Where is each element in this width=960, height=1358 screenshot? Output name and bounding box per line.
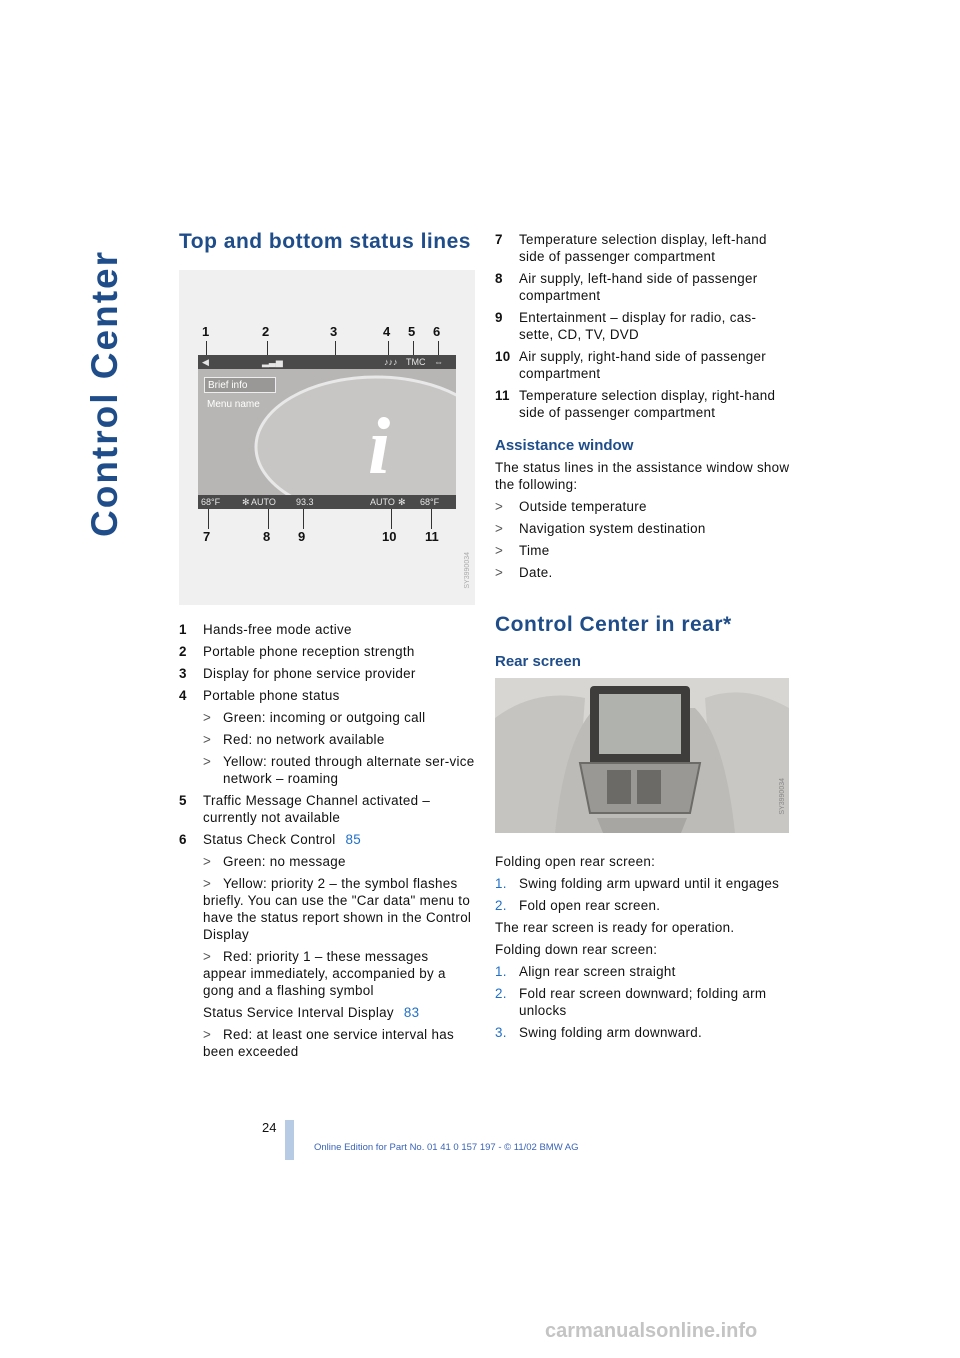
rear-screen-illustration bbox=[495, 678, 789, 833]
bullet-text: Date. bbox=[519, 565, 553, 580]
arrow-icon: > bbox=[203, 710, 212, 725]
arrow-icon: > bbox=[495, 543, 504, 558]
sub-item-text: Red: no network available bbox=[223, 732, 385, 747]
rear-screen-heading: Rear screen bbox=[495, 653, 581, 670]
step-number: 3. bbox=[495, 1025, 507, 1040]
tmc-label: TMC bbox=[406, 357, 426, 367]
bullet-text: Outside temperature bbox=[519, 499, 647, 514]
watermark: carmanualsonline.info bbox=[545, 1320, 758, 1342]
callout-3: 3 bbox=[330, 324, 338, 339]
note-icon: ♪♪♪ bbox=[384, 357, 398, 367]
callout-2: 2 bbox=[262, 324, 270, 339]
item-number: 2 bbox=[179, 644, 187, 659]
station-frequency: 93.3 bbox=[296, 497, 314, 507]
rear-screen-figure bbox=[495, 678, 789, 833]
item-text: Hands-free mode active bbox=[203, 622, 352, 637]
temp-right: 68°F bbox=[420, 497, 440, 507]
service-interval-text: Status Service Interval Display bbox=[203, 1005, 394, 1020]
arrow-icon: > bbox=[495, 521, 504, 536]
callout-8: 8 bbox=[263, 529, 271, 544]
sub-item-text: Yellow: routed through alternate ser-vice network – roaming bbox=[223, 754, 475, 786]
auto-left: AUTO bbox=[251, 497, 276, 507]
temp-left: 68°F bbox=[201, 497, 221, 507]
figure-code: SY3990034 bbox=[779, 778, 786, 815]
arrow-icon: > bbox=[203, 754, 212, 769]
assistance-section bbox=[495, 459, 790, 586]
arrow-icon: > bbox=[203, 854, 212, 869]
step-number: 2. bbox=[495, 986, 507, 1001]
bullet-text: Time bbox=[519, 543, 550, 558]
callout-6: 6 bbox=[433, 324, 441, 339]
left-column bbox=[179, 621, 475, 1065]
side-chapter-title: Control Center bbox=[84, 250, 125, 537]
arrow-icon: > bbox=[203, 1027, 212, 1042]
page-margin-bar bbox=[285, 1120, 294, 1160]
arrow-icon: > bbox=[203, 876, 212, 891]
sub-item-text: Red: at least one service interval has been exceeded bbox=[203, 1027, 454, 1059]
item-text: Portable phone status bbox=[203, 688, 340, 703]
control-display-screen bbox=[198, 355, 456, 509]
arrow-icon: > bbox=[495, 565, 504, 580]
callout-10: 10 bbox=[382, 529, 397, 544]
page-reference-link[interactable]: 83 bbox=[403, 1005, 420, 1020]
section-title-status-lines: Top and bottom status lines bbox=[179, 230, 471, 253]
step-text: Align rear screen straight bbox=[519, 964, 676, 979]
arrow-icon: > bbox=[203, 732, 212, 747]
menu-item-brief-info: Brief info bbox=[204, 377, 276, 393]
item-number: 4 bbox=[179, 688, 187, 703]
sub-item-text: Yellow: priority 2 – the symbol flashes briefly. You can use the "Car data" menu to have the status report shown in the Control Display bbox=[203, 876, 472, 942]
arrow-icon: > bbox=[203, 949, 212, 964]
callout-7: 7 bbox=[203, 529, 211, 544]
step-number: 1. bbox=[495, 876, 507, 891]
step-text: Fold open rear screen. bbox=[519, 898, 661, 913]
check-control-icon: ⇔ bbox=[434, 357, 443, 367]
info-letter: i bbox=[368, 403, 391, 491]
step-text: Fold rear screen downward; folding arm unlocks bbox=[519, 986, 767, 1018]
signal-strength-icon: ▂▃▅ bbox=[262, 357, 283, 367]
fan-right-icon: ✻ bbox=[398, 497, 406, 507]
item-number: 11 bbox=[495, 388, 510, 403]
item-number: 5 bbox=[179, 793, 187, 808]
item-number: 3 bbox=[179, 666, 187, 681]
sub-item-text: Green: no message bbox=[223, 854, 346, 869]
item-number: 8 bbox=[495, 271, 503, 286]
menu-item-menu-name: Menu name bbox=[207, 399, 260, 410]
bullet-text: Navigation system destination bbox=[519, 521, 706, 536]
step-number: 2. bbox=[495, 898, 507, 913]
item-number: 1 bbox=[179, 622, 187, 637]
status-lines-figure bbox=[179, 270, 475, 605]
assistance-window-heading: Assistance window bbox=[495, 437, 634, 454]
item-text: Entertainment – display for radio, cas-sette, CD, TV, DVD bbox=[519, 310, 757, 342]
step-text: Swing folding arm upward until it engages bbox=[519, 876, 780, 891]
folding-down-intro: Folding down rear screen: bbox=[495, 942, 658, 957]
item-text: Air supply, left-hand side of passenger compartment bbox=[519, 271, 758, 303]
sub-item-text: Green: incoming or outgoing call bbox=[223, 710, 426, 725]
item-text: Traffic Message Channel activated – currently not available bbox=[203, 793, 431, 825]
page-number: 24 bbox=[262, 1120, 277, 1135]
callout-9: 9 bbox=[298, 529, 306, 544]
folding-open-intro: Folding open rear screen: bbox=[495, 854, 656, 869]
page-reference-link[interactable]: 85 bbox=[345, 832, 362, 847]
callout-5: 5 bbox=[408, 324, 416, 339]
callout-1: 1 bbox=[202, 324, 210, 339]
footer-edition-note: Online Edition for Part No. 01 41 0 157 197 - © 11/02 BMW AG bbox=[314, 1142, 579, 1153]
item-text: Air supply, right-hand side of passenger compartment bbox=[519, 349, 766, 381]
item-number: 7 bbox=[495, 232, 503, 247]
callout-4: 4 bbox=[383, 324, 391, 339]
info-graphic bbox=[198, 355, 456, 509]
assistance-intro: The status lines in the assistance window show the following: bbox=[495, 460, 790, 492]
fan-left-icon: ✻ bbox=[242, 497, 250, 507]
item-number: 10 bbox=[495, 349, 511, 364]
step-number: 1. bbox=[495, 964, 507, 979]
item-number: 6 bbox=[179, 832, 187, 847]
item-text: Status Check Control bbox=[203, 832, 336, 847]
item-text: Temperature selection display, left-hand side of passenger compartment bbox=[519, 232, 767, 264]
arrow-icon: > bbox=[495, 499, 504, 514]
section-title-control-center-rear: Control Center in rear* bbox=[495, 613, 732, 636]
item-text: Temperature selection display, right-hand side of passenger compartment bbox=[519, 388, 776, 420]
item-number: 9 bbox=[495, 310, 503, 325]
rear-screen-instructions bbox=[495, 853, 790, 1046]
callout-11: 11 bbox=[425, 529, 439, 544]
step-text: Swing folding arm downward. bbox=[519, 1025, 703, 1040]
bottom-status-line bbox=[198, 495, 456, 509]
right-column-items bbox=[495, 231, 790, 426]
ready-text: The rear screen is ready for operation. bbox=[495, 920, 735, 935]
figure-code: SY3990034 bbox=[464, 552, 471, 589]
item-text: Display for phone service provider bbox=[203, 666, 416, 681]
auto-right: AUTO bbox=[370, 497, 395, 507]
item-text: Portable phone reception strength bbox=[203, 644, 415, 659]
speaker-icon: ◀ bbox=[202, 357, 209, 367]
sub-item-text: Red: priority 1 – these messages appear immediately, accompanied by a gong and a flashing symbol bbox=[203, 949, 446, 998]
